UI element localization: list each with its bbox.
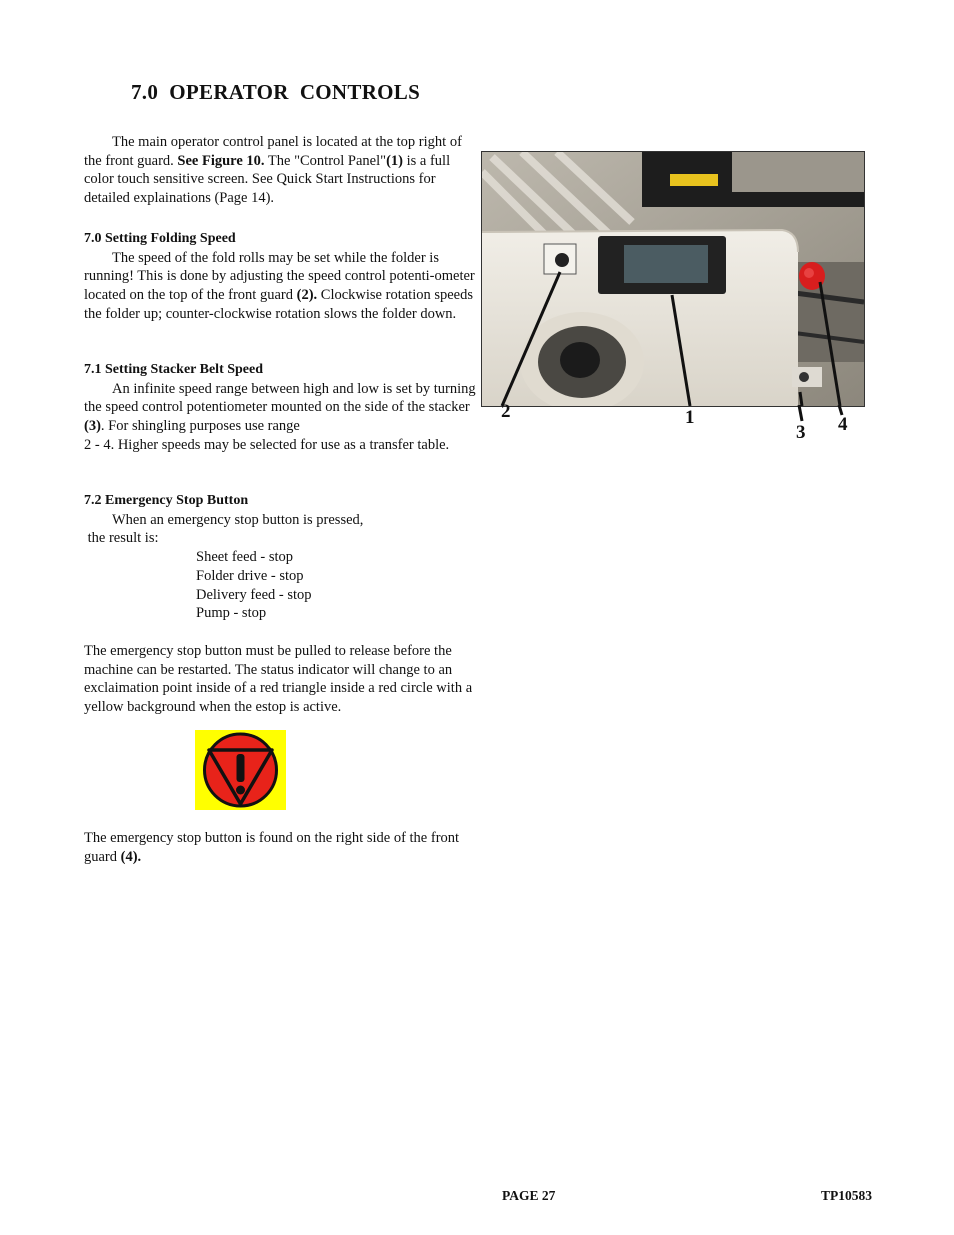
- stacker-text-2: . For shingling purposes use range: [100, 418, 300, 435]
- estop-release-text: The emergency stop button must be pulled to release before the machine can be restarted. The status indicator will change to an exclaimation point inside of a red triangle inside a red circle with a yellow background when the estop is active.: [84, 643, 473, 716]
- figure-callout-2: 2: [501, 401, 511, 422]
- control-panel-photo: [481, 151, 865, 407]
- figure-callout-4: 4: [838, 414, 848, 435]
- list-item: Folder drive - stop: [196, 567, 304, 584]
- intro-text-1: The main operator control panel is located at the top right of the front guard.: [84, 134, 462, 169]
- section-heading-estop: 7.2 Emergency Stop Button: [84, 493, 249, 508]
- callout-ref-4: (4).: [120, 848, 142, 865]
- estop-release-paragraph: [84, 642, 476, 717]
- callout-ref-2: (2).: [296, 287, 318, 304]
- section-stacker-speed: [84, 361, 476, 455]
- estop-line-1: When an emergency stop button is pressed,: [112, 511, 364, 528]
- list-item: Sheet feed - stop: [196, 549, 294, 565]
- folding-text-2: Clockwise rotation speeds the folder up; counter-clockwise rotation slows the folder down.: [84, 287, 474, 322]
- estop-location-text: The emergency stop button is found on the right side of the front guard: [84, 830, 460, 865]
- callout-ref-3: (3): [84, 418, 101, 435]
- stacker-text-1: An infinite speed range between high and low is set by turning the speed control potentiometer mounted on the side of the stacker: [84, 380, 476, 416]
- section-folding-speed: [84, 230, 476, 324]
- page-number: PAGE 27: [502, 1188, 556, 1203]
- machine-illustration: [482, 152, 864, 406]
- figure-callout-1: 1: [685, 407, 695, 428]
- estop-results-list: [196, 548, 312, 623]
- section-emergency-stop: [84, 492, 476, 548]
- callout-ref-1: (1): [386, 152, 403, 169]
- figure-callout-3: 3: [796, 422, 806, 443]
- figure-reference: See Figure 10.: [177, 152, 265, 169]
- estop-status-indicator-icon: [195, 730, 286, 810]
- section-heading-stacker: 7.1 Setting Stacker Belt Speed: [84, 362, 264, 377]
- estop-location-paragraph: [84, 829, 476, 866]
- estop-line-2: the result is:: [84, 530, 159, 547]
- document-id: TP10583: [821, 1188, 873, 1203]
- folding-text-1: The speed of the fold rolls may be set while the folder is running! This is done by adjusting the speed control potenti-ometer located on the top of the front guard: [84, 249, 475, 304]
- page-title: 7.0 OPERATOR CONTROLS: [131, 80, 421, 104]
- list-item: Pump - stop: [196, 605, 267, 622]
- list-item: Delivery feed - stop: [196, 586, 312, 603]
- intro-text-3: is a full color touch sensitive screen. See Quick Start Instructions for detailed explainations (Page 14).: [84, 152, 451, 207]
- callout-leaders: [481, 405, 863, 425]
- section-heading-folding: 7.0 Setting Folding Speed: [84, 231, 236, 246]
- intro-paragraph: [84, 133, 476, 208]
- stacker-text-3: 2 - 4. Higher speeds may be selected for use as a transfer table.: [84, 436, 450, 453]
- intro-text-2: The "Control Panel": [264, 152, 387, 169]
